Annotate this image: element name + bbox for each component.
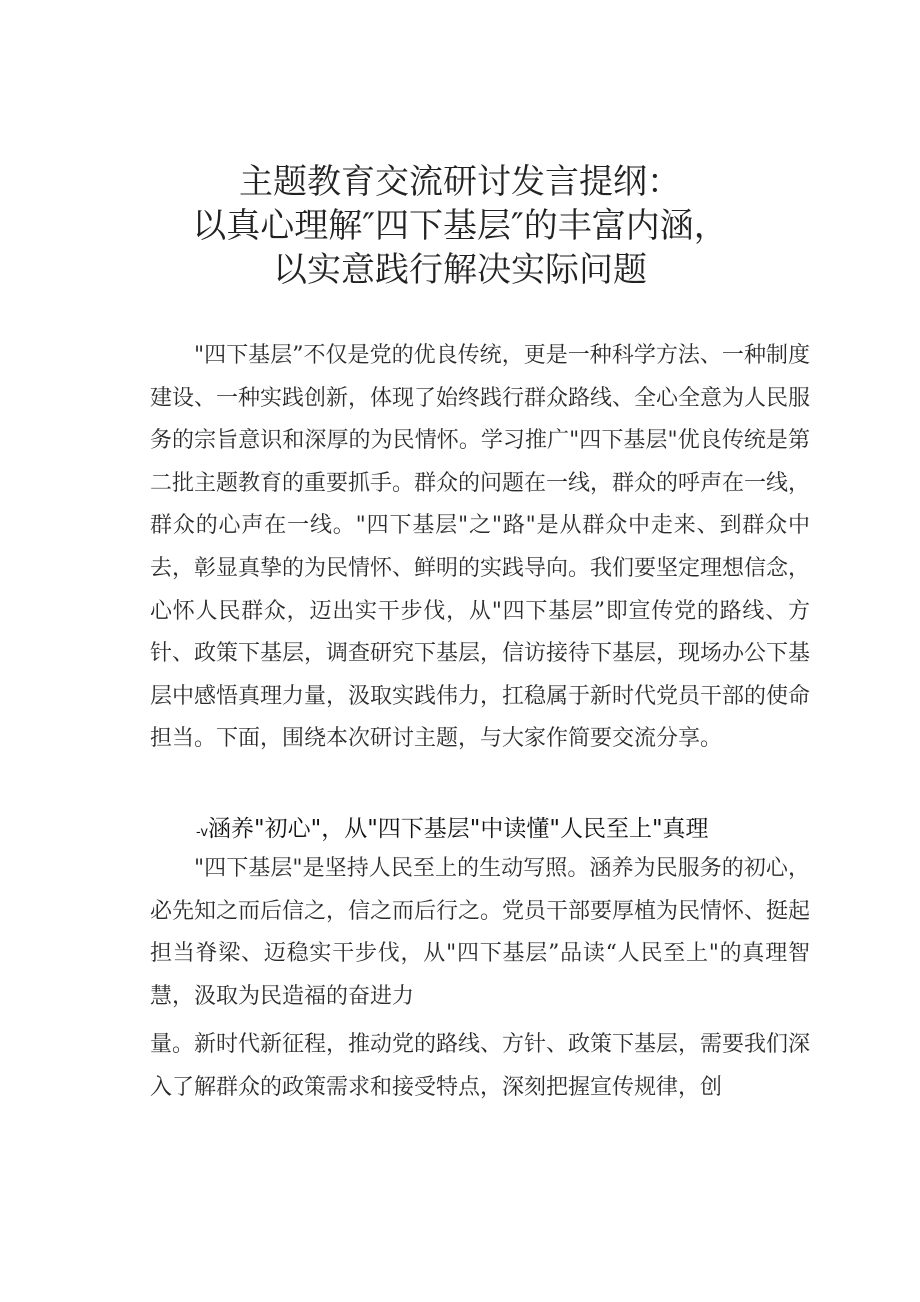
intro-paragraph-block [150, 335, 810, 761]
section-heading-text: 涵养"初心"，从"四下基层"中读懂"人民至上"真理 [208, 816, 709, 842]
section-1-paragraph: "四下基层"是坚持人民至上的生动写照。涵养为民服务的初心，必先知之而后信之，信之而后行之。党员干部要厚植为民情怀、挺起担当脊梁、迈稳实干步伐，从"四下基层”品读“人民至上"的真理智慧，汲取为民造福的奋进力 [150, 856, 811, 1009]
section-number: -v [196, 825, 209, 840]
document-title [0, 160, 920, 292]
section-1-continuation-block [150, 1024, 810, 1109]
section-1-paragraph-block [150, 848, 810, 1018]
section-heading-1 [196, 812, 709, 850]
title-line-3: 以实意践行解决实际问题 [273, 250, 647, 290]
section-1-continuation: 量。新时代新征程，推动党的路线、方针、政策下基层，需要我们深入了解群众的政策需求和接受特点，深刻把握宣传规律，创 [150, 1032, 811, 1100]
intro-paragraph: "四下基层”不仅是党的优良传统，更是一种科学方法、一种制度建设、一种实践创新，体现了始终践行群众路线、全心全意为人民服务的宗旨意识和深厚的为民情怀。学习推广"四下基层"优良传统是第二批主题教育的重要抓手。群众的问题在一线，群众的呼声在一线，群众的心声在一线。"四下基层"之"路"是从群众中走来、到群众中去，彰显真挚的为民情怀、鲜明的实践导向。我们要坚定理想信念，心怀人民群众，迈出实干步伐，从"四下基层”即宣传党的路线、方针、政策下基层，调查研究下基层，信访接待下基层，现场办公下基层中感悟真理力量，汲取实践伟力，扛稳属于新时代党员干部的使命担当。下面，围绕本次研讨主题，与大家作简要交流分享。 [150, 343, 811, 752]
title-line-1: 主题教育交流研讨发言提纲： [239, 162, 681, 202]
title-line-2: 以真心理解″四下基层″的丰富内涵， [192, 206, 728, 246]
